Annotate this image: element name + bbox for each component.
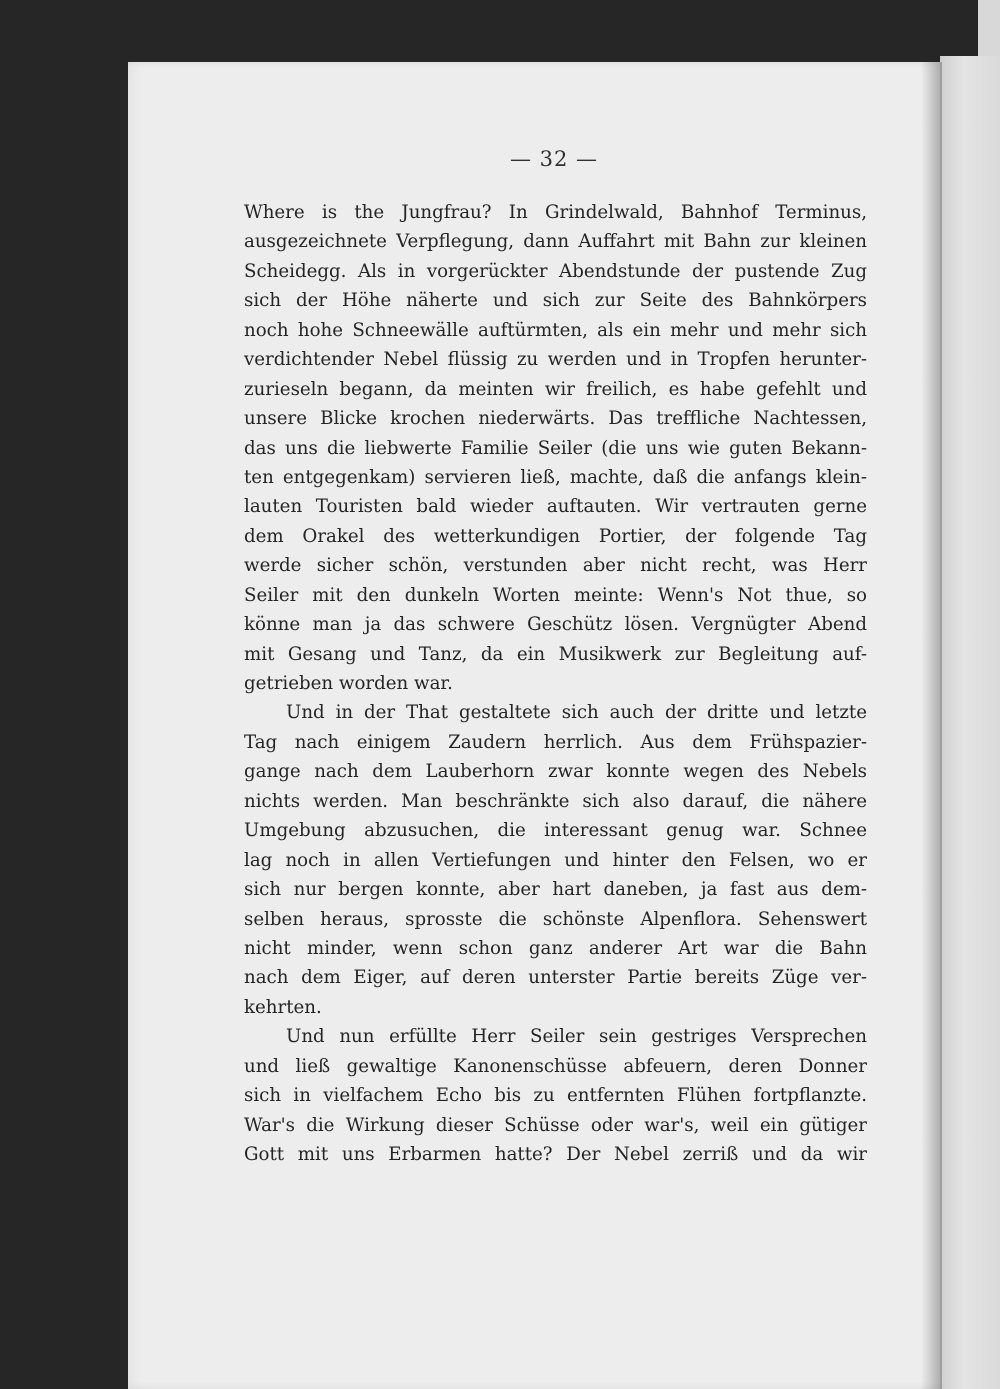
text-line: mit Gesang und Tanz, da ein Musikwerk zur Begleitung auf-	[244, 643, 867, 665]
text-line: Und in der That gestaltete sich auch der dritte und letzte	[286, 702, 867, 724]
text-line: lag noch in allen Vertiefungen und hinter den Felsen, wo er	[244, 849, 867, 871]
text-line: Und nun erfüllte Herr Seiler sein gestriges Versprechen	[286, 1026, 867, 1048]
text-line: verdichtender Nebel flüssig zu werden und in Tropfen herunter-	[244, 349, 867, 371]
text-line: nichts werden. Man beschränkte sich also darauf, die nähere	[244, 790, 867, 812]
text-line: Where is the Jungfrau? In Grindelwald, Bahnhof Terminus,	[244, 202, 867, 223]
text-line: kehrten.	[244, 996, 322, 1018]
text-line: Seiler mit den dunkeln Worten meinte: Wenn's Not thue, so	[244, 584, 867, 606]
text-line: nicht minder, wenn schon ganz anderer Art war die Bahn	[244, 937, 867, 959]
text-line: ausgezeichnete Verpflegung, dann Auffahrt mit Bahn zur kleinen	[244, 231, 867, 253]
text-line: selben heraus, sprosste die schönste Alpenflora. Sehenswert	[244, 908, 867, 930]
page-body-text	[244, 198, 867, 1169]
text-line: lauten Touristen bald wieder auftauten. Wir vertrauten gerne	[244, 496, 867, 518]
text-line: werde sicher schön, verstunden aber nicht recht, was Herr	[244, 555, 867, 577]
background-strip	[978, 0, 1000, 56]
text-line: Gott mit uns Erbarmen hatte? Der Nebel zerriß und da wir	[244, 1144, 867, 1165]
text-line: gange nach dem Lauberhorn zwar konnte wegen des Nebels	[244, 761, 867, 783]
text-line: Umgebung abzusuchen, die interessant genug war. Schnee	[244, 820, 867, 842]
page-number: — 32 —	[509, 147, 599, 171]
text-line: noch hohe Schneewälle auftürmten, als ein mehr und mehr sich	[244, 319, 867, 341]
text-line: zurieseln begann, da meinten wir freilich, es habe gefehlt und	[244, 378, 867, 400]
text-line: sich nur bergen konnte, aber hart daneben, ja fast aus dem-	[244, 879, 867, 901]
text-line: War's die Wirkung dieser Schüsse oder war's, weil ein gütiger	[244, 1114, 867, 1136]
text-line: nach dem Eiger, auf deren unterster Partie bereits Züge ver-	[244, 967, 867, 989]
text-line: das uns die liebwerte Familie Seiler (die uns wie guten Bekann-	[244, 437, 867, 459]
text-line: getrieben worden war.	[244, 673, 453, 694]
text-line: Scheidegg. Als in vorgerückter Abendstunde der pustende Zug	[244, 260, 867, 282]
adjacent-page-edge	[940, 56, 1000, 1389]
text-line: sich in vielfachem Echo bis zu entfernten Flühen fortpflanzte.	[244, 1085, 867, 1107]
text-line: Tag nach einigem Zaudern herrlich. Aus dem Frühspazier-	[244, 731, 867, 753]
text-line: dem Orakel des wetterkundigen Portier, der folgende Tag	[244, 525, 867, 547]
text-line: könne man ja das schwere Geschütz lösen. Vergnügter Abend	[244, 614, 867, 636]
text-line: sich der Höhe näherte und sich zur Seite des Bahnkörpers	[244, 290, 867, 312]
text-line: und ließ gewaltige Kanonenschüsse abfeuern, deren Donner	[244, 1055, 867, 1077]
page-gutter-shadow	[922, 62, 942, 1389]
text-line: unsere Blicke krochen niederwärts. Das treffliche Nachtessen,	[244, 408, 867, 430]
text-line: ten entgegenkam) servieren ließ, machte, daß die anfangs klein-	[244, 466, 867, 488]
